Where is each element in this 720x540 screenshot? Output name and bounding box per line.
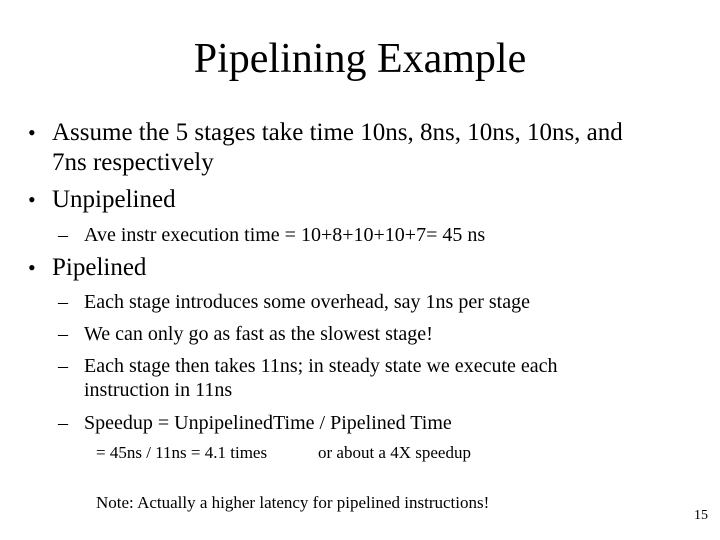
bullet-text-line: Assume the 5 stages take time 10ns, 8ns, 10ns, 10ns, and (52, 119, 623, 146)
latency-note: Note: Actually a higher latency for pipelined instructions! (96, 493, 490, 512)
sub-bullet-overhead (58, 290, 684, 314)
bullet-unpipelined (28, 185, 702, 215)
bullet-pipelined (28, 253, 702, 283)
bullet-text: Pipelined (52, 254, 147, 281)
sub-bullet-slowest-stage (58, 322, 684, 346)
bullet-text-line: 7ns respectively (52, 149, 214, 176)
sub-bullet-text: Ave instr execution time = 10+8+10+10+7= 45 ns (84, 224, 486, 246)
dash-marker: – (58, 291, 68, 313)
dash-marker: – (58, 323, 68, 345)
sub-bullet-text: Each stage introduces some overhead, say 1ns per stage (84, 291, 530, 313)
bullet-marker: • (28, 255, 36, 280)
bullet-stage-times (28, 118, 702, 178)
dash-marker: – (58, 412, 68, 434)
page-number: 15 (694, 508, 708, 523)
speedup-summary: or about a 4X speedup (318, 443, 471, 462)
sub-bullet-text: We can only go as fast as the slowest stage! (84, 323, 433, 345)
bullet-marker: • (28, 120, 36, 145)
slide-title: Pipelining Example (193, 36, 527, 82)
bullet-text: Unpipelined (52, 186, 176, 213)
sub-bullet-11ns-stage (58, 354, 684, 402)
speedup-calculation: = 45ns / 11ns = 4.1 times (96, 443, 268, 462)
bullet-marker: • (28, 187, 36, 212)
dash-marker: – (58, 355, 68, 377)
sub-bullet-text-line: instruction in 11ns (84, 379, 233, 401)
sub-bullet-ave-exec-time (58, 223, 684, 247)
sub-bullet-text-line: Each stage then takes 11ns; in steady state we execute each (84, 355, 558, 377)
dash-marker: – (58, 224, 68, 246)
sub-bullet-speedup-formula (58, 411, 684, 435)
sub-bullet-text: Speedup = UnpipelinedTime / Pipelined Time (84, 412, 452, 434)
